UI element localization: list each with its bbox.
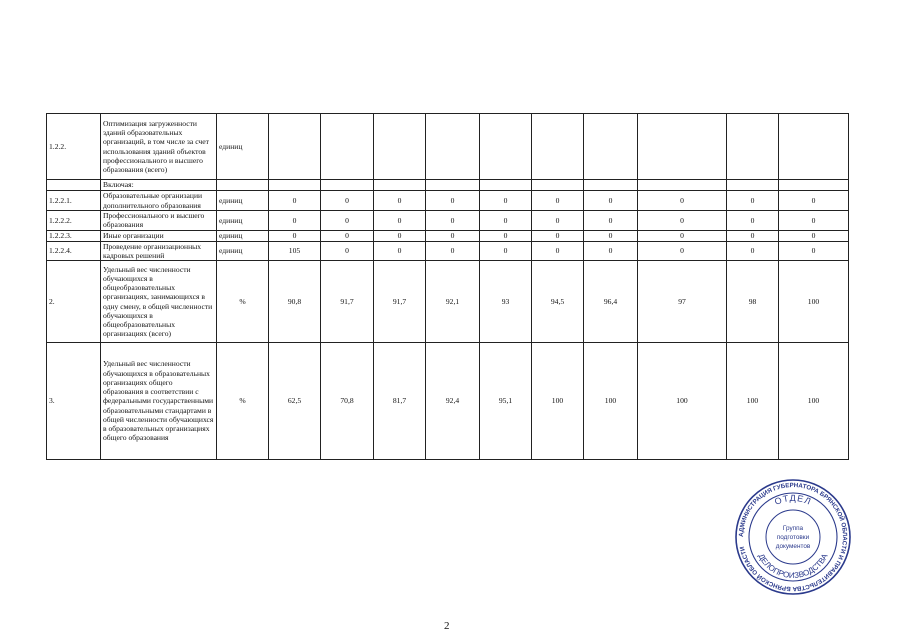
table-row [47, 230, 849, 241]
indicator-value: 0 [638, 230, 727, 241]
indicator-name: Удельный вес численности обучающихся в общеобразовательных организациях, занимающихся в одну смену, в общей численности обучающихся в общеобразовательных организациях (всего) [101, 261, 217, 343]
indicator-value: 62,5 [269, 343, 321, 460]
indicator-value: 0 [638, 191, 727, 211]
indicator-value: 0 [269, 211, 321, 231]
indicator-value [426, 114, 480, 180]
indicator-value: 91,7 [374, 261, 426, 343]
indicator-value: 105 [269, 241, 321, 261]
indicator-value: 0 [584, 211, 638, 231]
page-number: 2 [444, 620, 450, 632]
indicator-value: 0 [532, 241, 584, 261]
indicator-value: 70,8 [321, 343, 374, 460]
indicator-value [269, 114, 321, 180]
seal-center-line-1: Группа [782, 525, 804, 532]
indicator-value [727, 114, 779, 180]
unit-of-measure: % [217, 343, 269, 460]
indicator-value: 0 [727, 211, 779, 231]
indicator-value: 0 [374, 241, 426, 261]
indicator-value: 0 [532, 230, 584, 241]
indicator-name: Профессионального и высшего образования [101, 211, 217, 231]
indicator-value: 95,1 [480, 343, 532, 460]
indicator-value: 100 [779, 343, 849, 460]
seal-bottom-word: ДЕЛОПРОИЗВОДСТВА [756, 552, 830, 581]
row-number: 2. [47, 261, 101, 343]
indicator-value: 96,4 [584, 261, 638, 343]
indicator-value: 97 [638, 261, 727, 343]
indicator-value: 0 [638, 241, 727, 261]
indicator-value [779, 114, 849, 180]
indicator-value: 0 [480, 211, 532, 231]
indicator-value: 0 [374, 211, 426, 231]
indicator-value: 0 [374, 191, 426, 211]
seal-outer-text: АДМИНИСТРАЦИЯ ГУБЕРНАТОРА БРЯНСКОЙ ОБЛАСТИ И ПРАВИТЕЛЬСТВА БРЯНСКОЙ ОБЛАСТИ [737, 481, 849, 593]
indicator-value: 0 [779, 230, 849, 241]
indicator-name: Удельный вес численности обучающихся в образовательных организациях общего образования в соответствии с федеральными государственными образовательными стандартами в общей численности обучающихся в образовательных организациях общего образования [101, 343, 217, 460]
indicator-value [426, 180, 480, 191]
indicator-value: 0 [426, 241, 480, 261]
indicator-value: 0 [321, 211, 374, 231]
indicator-name: Образовательные организации дополнительного образования [101, 191, 217, 211]
unit-of-measure [217, 180, 269, 191]
indicator-value: 0 [480, 230, 532, 241]
indicator-value: 100 [584, 343, 638, 460]
indicator-value [480, 114, 532, 180]
indicator-value [779, 180, 849, 191]
table-row [47, 343, 849, 460]
indicator-value: 0 [532, 191, 584, 211]
unit-of-measure: единиц [217, 191, 269, 211]
indicator-value [584, 114, 638, 180]
row-number: 3. [47, 343, 101, 460]
unit-of-measure: единиц [217, 241, 269, 261]
unit-of-measure: % [217, 261, 269, 343]
table-row [47, 241, 849, 261]
indicator-value: 100 [638, 343, 727, 460]
indicator-value: 0 [321, 191, 374, 211]
seal-center-line-2: подготовки [776, 534, 810, 541]
unit-of-measure: единиц [217, 211, 269, 231]
row-number: 1.2.2. [47, 114, 101, 180]
unit-of-measure: единиц [217, 230, 269, 241]
seal-center-line-3: документов [775, 543, 811, 550]
indicator-value [584, 180, 638, 191]
indicator-value: 0 [584, 241, 638, 261]
seal-top-word: ОТДЕЛ [773, 492, 814, 507]
indicator-value: 0 [480, 241, 532, 261]
indicator-value: 0 [321, 241, 374, 261]
indicator-value: 0 [779, 211, 849, 231]
indicators-table [46, 113, 849, 460]
row-number: 1.2.2.3. [47, 230, 101, 241]
indicator-value: 0 [779, 191, 849, 211]
indicator-value: 0 [426, 211, 480, 231]
indicator-name: Оптимизация загруженности зданий образовательных организаций, в том числе за счет использования зданий объектов профессионального и высшего образования (всего) [101, 114, 217, 180]
seal-stamp [733, 478, 853, 596]
row-number [47, 180, 101, 191]
indicator-value: 0 [584, 191, 638, 211]
indicator-value: 91,7 [321, 261, 374, 343]
indicator-value: 0 [584, 230, 638, 241]
indicator-value [480, 180, 532, 191]
indicator-value: 90,8 [269, 261, 321, 343]
table-row [47, 114, 849, 180]
table-row [47, 191, 849, 211]
indicator-value: 0 [727, 191, 779, 211]
indicator-value: 0 [426, 191, 480, 211]
unit-of-measure: единиц [217, 114, 269, 180]
indicator-value [532, 114, 584, 180]
indicator-value: 0 [480, 191, 532, 211]
row-number: 1.2.2.4. [47, 241, 101, 261]
table-row [47, 180, 849, 191]
indicator-value: 100 [727, 343, 779, 460]
indicator-name: Иные организации [101, 230, 217, 241]
table-row [47, 211, 849, 231]
indicator-value: 0 [532, 211, 584, 231]
indicator-value: 93 [480, 261, 532, 343]
indicator-value [321, 114, 374, 180]
indicator-value: 0 [269, 191, 321, 211]
indicator-value: 0 [374, 230, 426, 241]
indicator-value: 98 [727, 261, 779, 343]
row-number: 1.2.2.2. [47, 211, 101, 231]
indicator-value [374, 180, 426, 191]
indicator-value [638, 114, 727, 180]
indicator-value: 0 [426, 230, 480, 241]
indicator-value: 92,4 [426, 343, 480, 460]
indicator-value [727, 180, 779, 191]
indicator-value [374, 114, 426, 180]
indicator-value: 100 [779, 261, 849, 343]
indicator-value: 81,7 [374, 343, 426, 460]
indicator-value: 0 [779, 241, 849, 261]
indicator-value: 0 [321, 230, 374, 241]
indicator-value: 0 [727, 230, 779, 241]
table-row [47, 261, 849, 343]
indicator-value: 92,1 [426, 261, 480, 343]
indicator-value [532, 180, 584, 191]
indicator-value: 100 [532, 343, 584, 460]
indicator-value: 0 [638, 211, 727, 231]
indicator-name: Включая: [101, 180, 217, 191]
indicator-value: 0 [727, 241, 779, 261]
indicator-value [321, 180, 374, 191]
indicator-value: 94,5 [532, 261, 584, 343]
indicator-value [269, 180, 321, 191]
row-number: 1.2.2.1. [47, 191, 101, 211]
indicator-name: Проведение организационных кадровых решений [101, 241, 217, 261]
indicator-value [638, 180, 727, 191]
indicator-value: 0 [269, 230, 321, 241]
